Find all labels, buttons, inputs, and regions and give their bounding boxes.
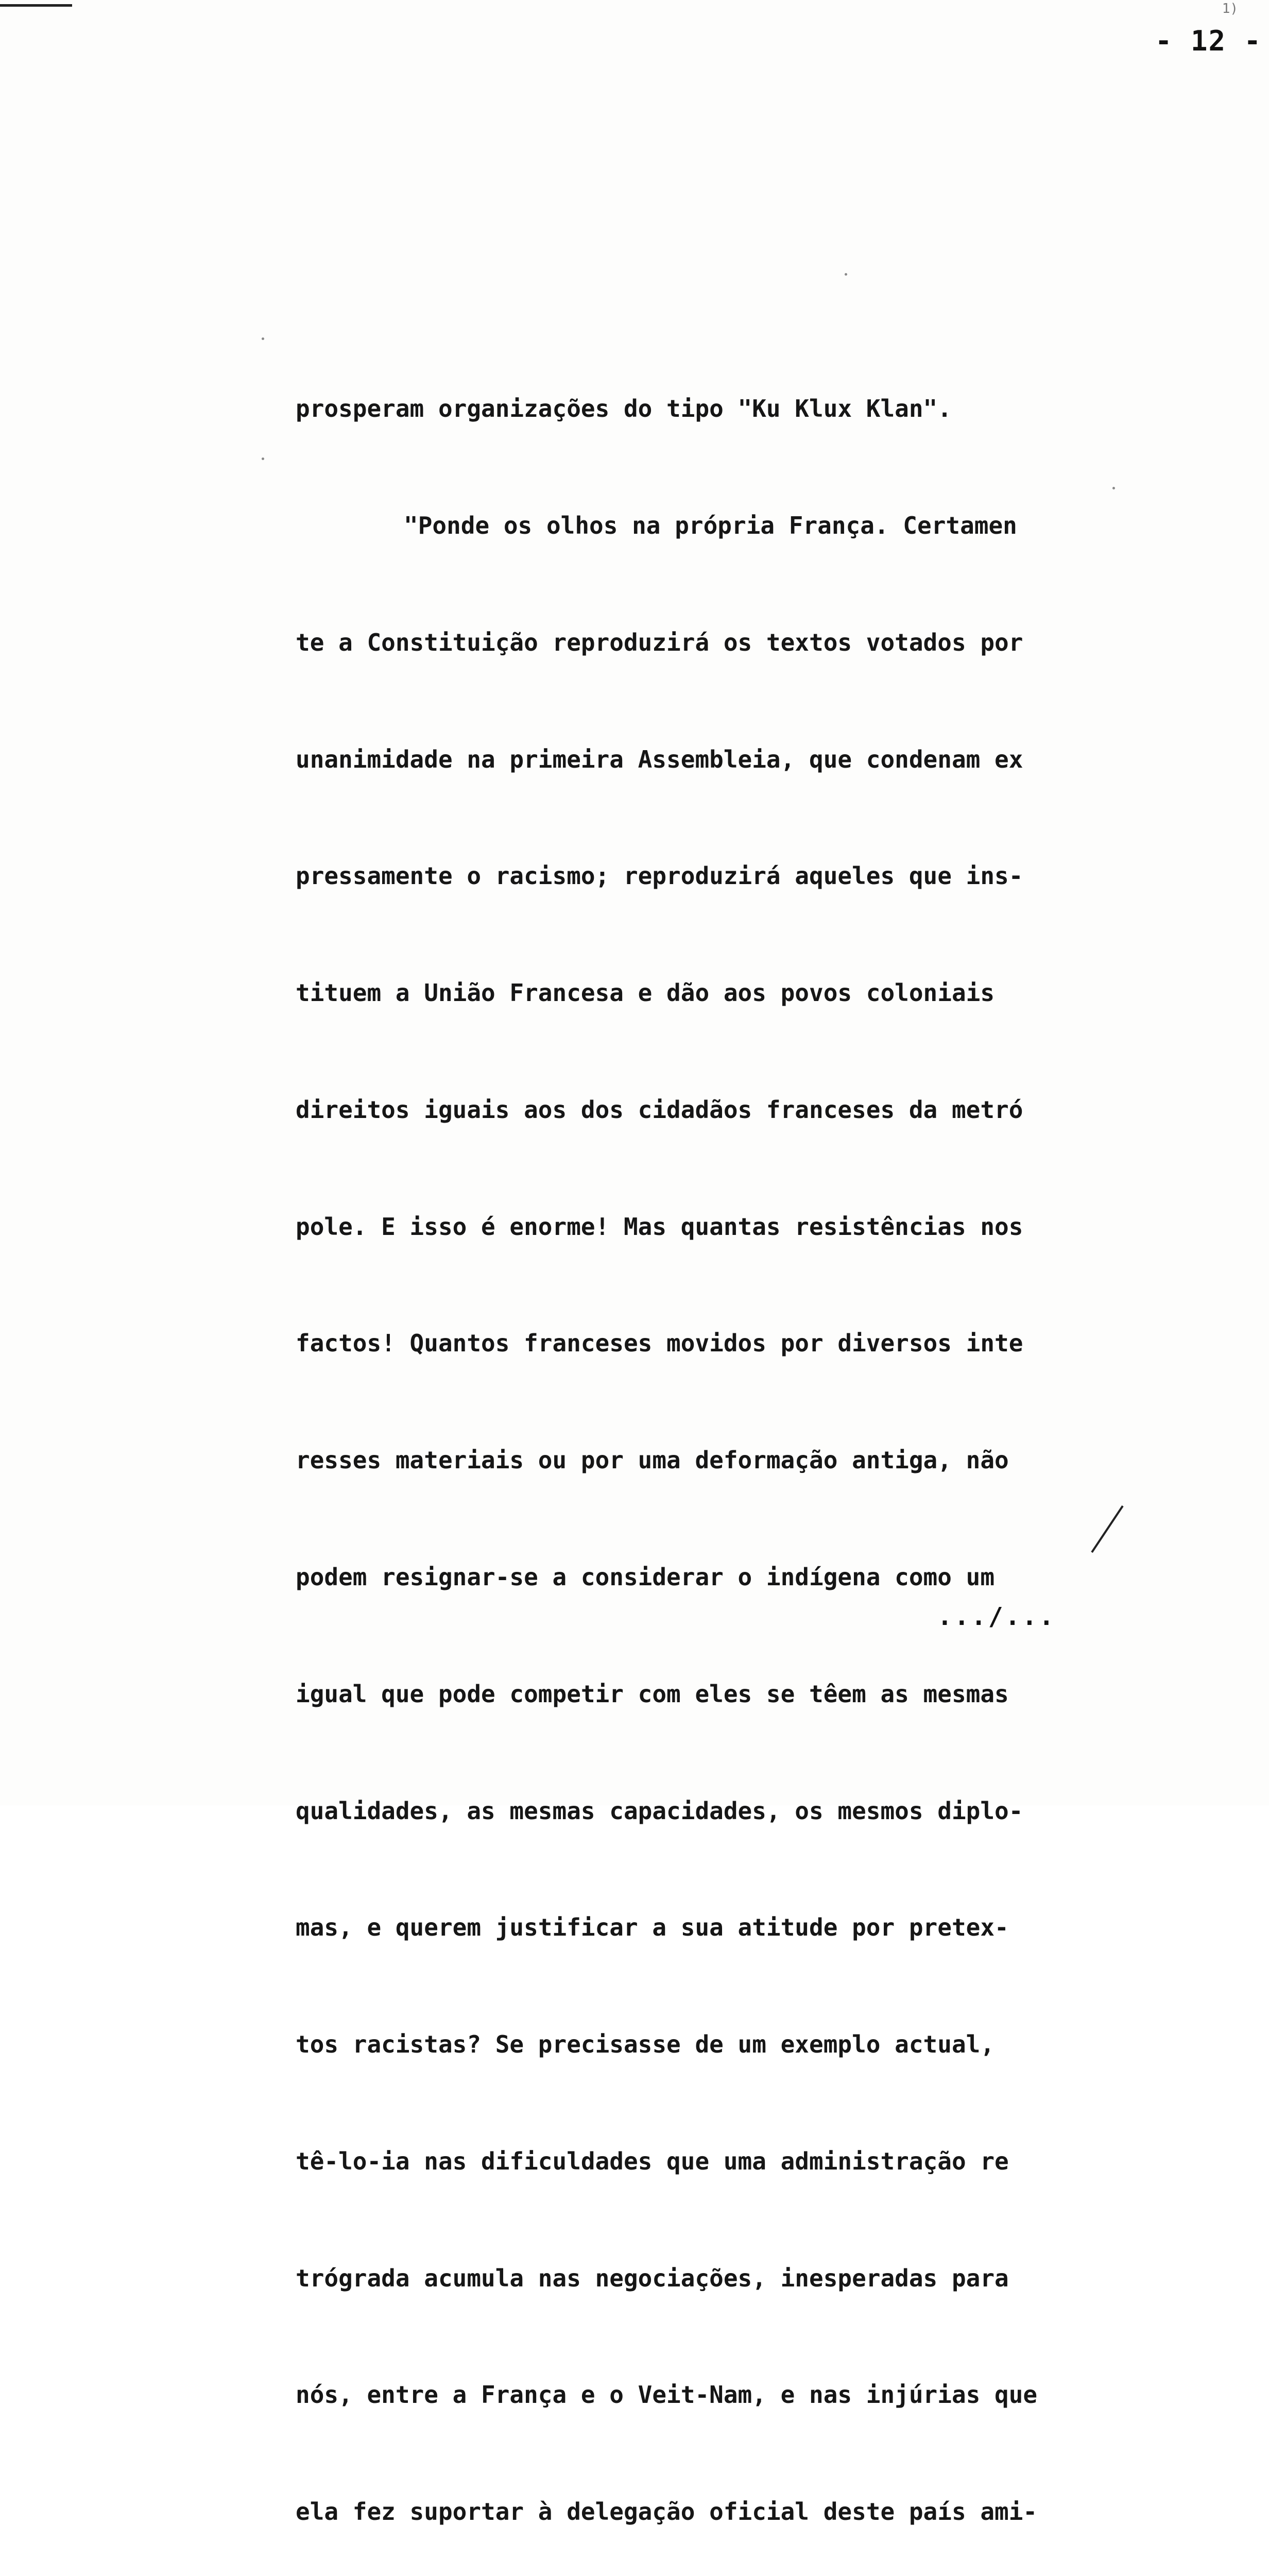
text-line: "Ponde os olhos na própria França. Certamen (404, 511, 1017, 539)
text-line: nós, entre a França e o Veit-Nam, e nas injúrias que (296, 2381, 1038, 2409)
continuation-mark: .../... (937, 1602, 1056, 1631)
text-line: prosperam organizações do tipo "Ku Klux Klan". (296, 395, 952, 423)
typewritten-body (296, 312, 1140, 2576)
text-line: factos! Quantos franceses movidos por diversos inte (296, 1329, 1023, 1358)
text-line: tos racistas? Se precisasse de um exemplo actual, (296, 2030, 995, 2059)
text-line: podem resignar-se a considerar o indígena como um (296, 1563, 995, 1591)
text-line: pole. E isso é enorme! Mas quantas resistências nos (296, 1212, 1023, 1241)
corner-mark: 1) (1222, 1, 1238, 16)
handwritten-slash-mark (1087, 1503, 1143, 1555)
top-rule (0, 4, 72, 7)
margin-speck (845, 273, 847, 276)
text-line: pressamente o racismo; reproduzirá aqueles que ins- (296, 862, 1023, 890)
margin-speck (262, 337, 264, 340)
margin-speck (262, 457, 264, 460)
text-line: qualidades, as mesmas capacidades, os mesmos diplo- (296, 1797, 1023, 1825)
text-line: mas, e querem justificar a sua atitude por pretex- (296, 1913, 1009, 1942)
text-line: unanimidade na primeira Assembleia, que condenam ex (296, 745, 1023, 773)
text-line: trógrada acumula nas negociações, inesperadas para (296, 2264, 1009, 2292)
text-line: direitos iguais aos dos cidadãos franceses da metró (296, 1095, 1023, 1124)
text-line: tituem a União Francesa e dão aos povos coloniais (296, 979, 995, 1007)
text-line: ela fez suportar à delegação oficial deste país ami- (296, 2498, 1038, 2526)
text-line: tê-lo-ia nas dificuldades que uma administração re (296, 2147, 1009, 2175)
text-line: te a Constituição reproduzirá os textos votados por (296, 628, 1023, 656)
text-line: resses materiais ou por uma deformação antiga, não (296, 1446, 1009, 1475)
page-number: - 12 - (1155, 25, 1262, 57)
text-line: igual que pode competir com eles se têem as mesmas (296, 1680, 1009, 1708)
